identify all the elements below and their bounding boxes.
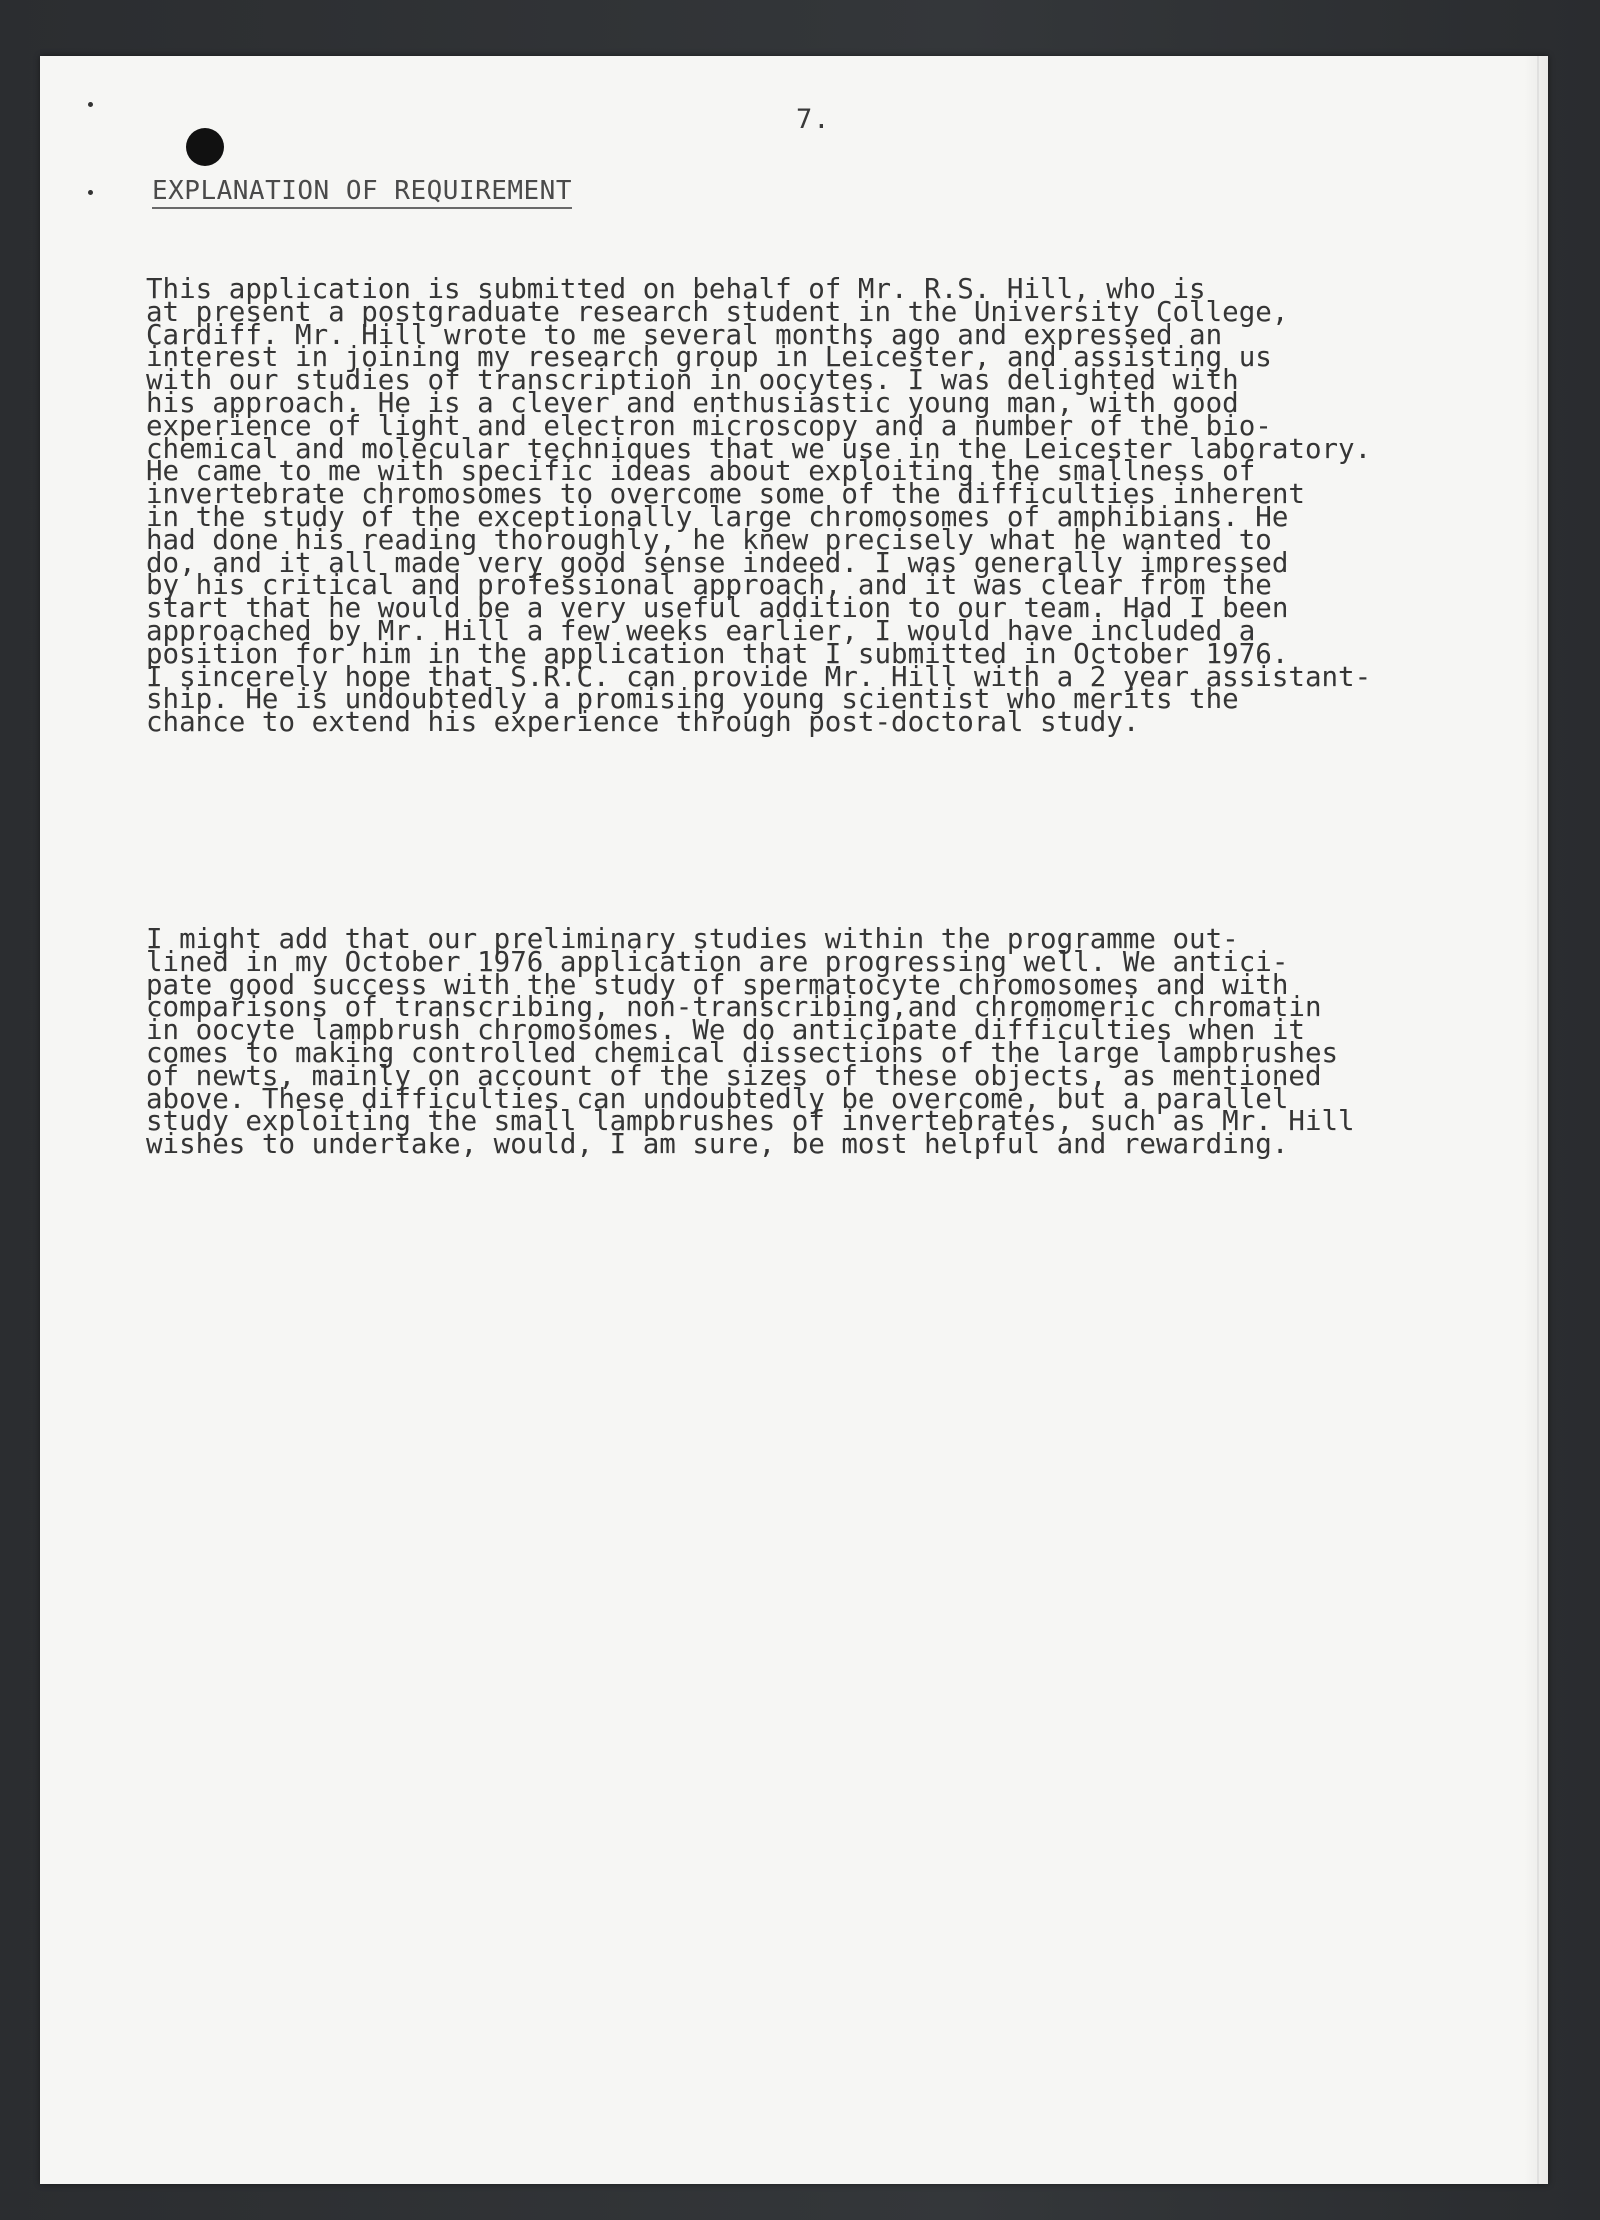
page-number: 7. [796,104,831,135]
text-line: study exploiting the small lampbrushes of invertebrates, such as Mr. Hill [146,1105,1355,1138]
text-line: Cardiff. Mr. Hill wrote to me several months ago and expressed an [146,318,1223,351]
text-line: had done his reading thoroughly, he knew precisely what he wanted to [146,523,1272,556]
punch-hole-icon [186,128,224,166]
text-line: I sincerely hope that S.R.C. can provide Mr. Hill with a 2 year assistant- [146,660,1372,693]
section-heading: EXPLANATION OF REQUIREMENT [152,176,572,209]
text-line: in oocyte lampbrush chromosomes. We do anticipate difficulties when it [146,1014,1305,1047]
text-line: chemical and molecular techniques that we use in the Leicester laboratory. [146,432,1372,465]
paragraph-2 [146,923,1546,1161]
text-line: comes to making controlled chemical dissections of the large lampbrushes [146,1036,1339,1069]
paragraph-1 [146,273,1546,739]
text-line: pate good success with the study of spermatocyte chromosomes and with [146,968,1289,1001]
text-line: I might add that our preliminary studies within the programme out- [146,923,1239,955]
margin-dot-icon [88,190,93,195]
text-line: comparisons of transcribing, non-transcribing,and chromomeric chromatin [146,991,1322,1024]
text-line: This application is submitted on behalf of Mr. R.S. Hill, who is [146,273,1206,305]
text-line: of newts, mainly on account of the sizes of these objects, as mentioned [146,1059,1322,1092]
text-line: in the study of the exceptionally large chromosomes of amphibians. He [146,500,1289,533]
margin-dot-icon [88,102,93,107]
text-line: above. These difficulties can undoubtedly be overcome, but a parallel [146,1082,1289,1115]
text-line: interest in joining my research group in Leicester, and assisting us [146,341,1272,374]
text-line: do, and it all made very good sense indeed. I was generally impressed [146,546,1289,579]
text-line: his approach. He is a clever and enthusiastic young man, with good [146,386,1239,419]
text-line: by his critical and professional approach, and it was clear from the [146,569,1272,602]
text-line: He came to me with specific ideas about exploiting the smallness of [146,455,1256,488]
text-line: wishes to undertake, would, I am sure, be most helpful and rewarding. [146,1128,1289,1161]
text-line: chance to extend his experience through post-doctoral study. [146,706,1140,739]
document-page [40,56,1548,2184]
text-line: experience of light and electron microscopy and a number of the bio- [146,409,1272,442]
text-line: at present a postgraduate research student in the University College, [146,295,1289,328]
text-line: with our studies of transcription in oocytes. I was delighted with [146,364,1239,397]
text-line: approached by Mr. Hill a few weeks earlier, I would have included a [146,614,1256,647]
text-line: lined in my October 1976 application are progressing well. We antici- [146,945,1289,978]
text-line: start that he would be a very useful addition to our team. Had I been [146,592,1289,625]
text-line: invertebrate chromosomes to overcome some of the difficulties inherent [146,478,1305,511]
text-line: position for him in the application that I submitted in October 1976. [146,637,1289,670]
text-line: ship. He is undoubtedly a promising young scientist who merits the [146,683,1239,716]
